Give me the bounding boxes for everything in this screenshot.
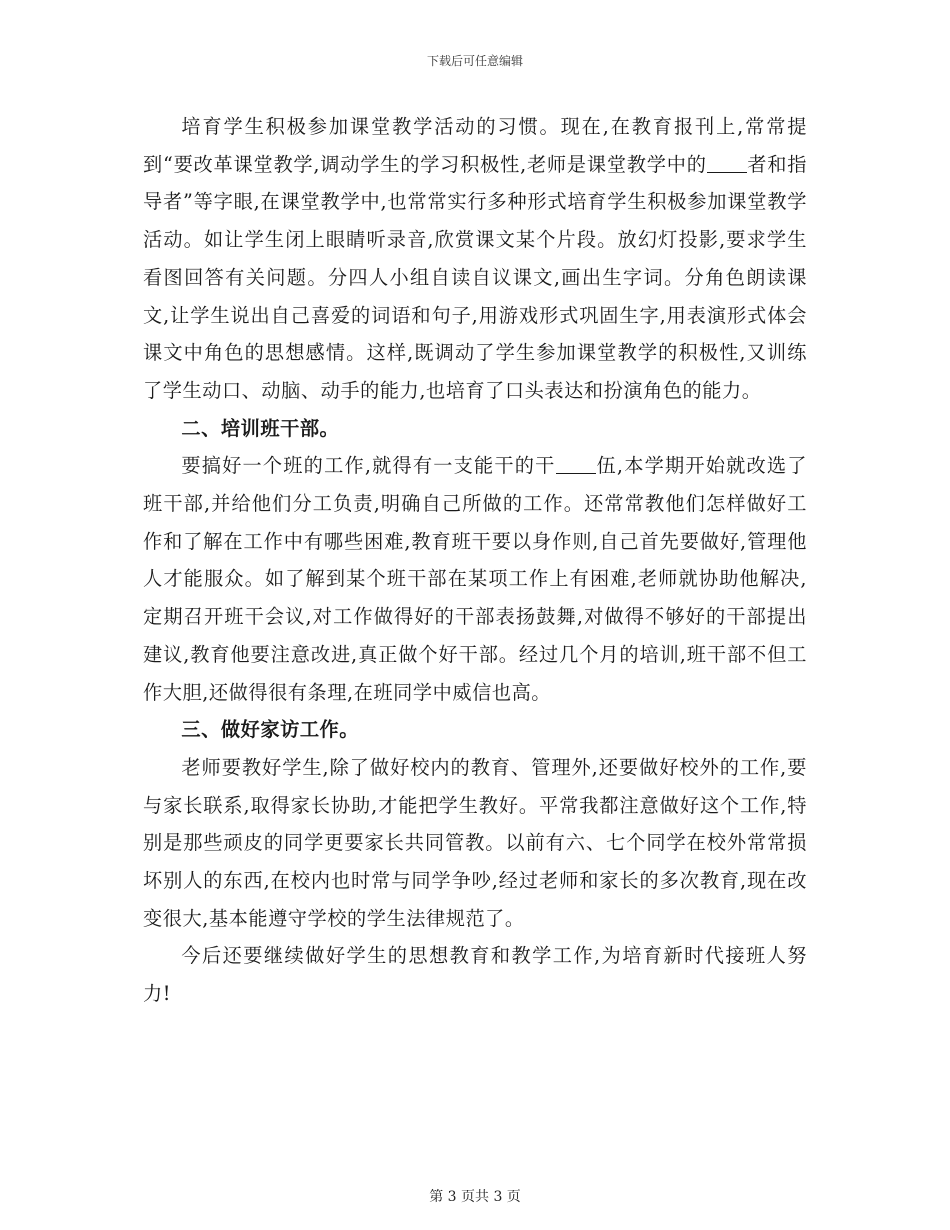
page-header: 下载后可任意编辑 xyxy=(426,54,523,68)
section-heading-home-visits: 三、做好家访工作。 xyxy=(181,718,360,742)
paragraph-text: 要搞好一个班的工作,就得有一支能干的干 xyxy=(181,454,556,478)
blank-underline xyxy=(707,153,747,173)
page-footer: 第 3 页共 3 页 xyxy=(429,1189,521,1205)
blank-underline xyxy=(556,454,596,474)
paragraph-text: 伍,本学期开始就改选了班干部,并给他们分工负责,明确自己所做的工作。还常常教他们怎样做好工作和了解在工作中有哪些困难,教育班干要以身作则,自己首先要做好,管理他人才能服众。如了解到某个班干部在某项工作上有困难,老师就协助他解决,定期召开班干会议,对工作做得好的干部表扬鼓舞,对做得不够好的干部提出建议,教育他要注意改进,真正做个好干部。经过几个月的培训,班干部不但工作大胆,还做得很有条理,在班同学中威信也高。 xyxy=(143,454,807,704)
section-heading-class-cadres: 二、培训班干部。 xyxy=(181,416,340,440)
paragraph-home-visits: 老师要教好学生,除了做好校内的教育、管理外,还要做好校外的工作,要与家长联系,取得家长协助,才能把学生教好。平常我都注意做好这个工作,特别是那些顽皮的同学更要家长共同管教。以前有六、七个同学在校外常常损坏别人的东西,在校内也时常与同学争吵,经过老师和家长的多次教育,现在改变很大,基本能遵守学校的学生法律规范了。 xyxy=(143,755,807,930)
paragraph-conclusion: 今后还要继续做好学生的思想教育和教学工作,为培育新时代接班人努力! xyxy=(143,944,807,1006)
paragraph-text: 培育学生积极参加课堂教学活动的习惯。现在,在教育报刊上,常常提到“要改革课堂教学,调动学生的学习积极性,老师是课堂教学中的 xyxy=(143,115,807,176)
paragraph-text: 者和指导者”等字眼,在课堂教学中,也常常实行多种形式培育学生积极参加课堂教学活动。如让学生闭上眼睛听录音,欣赏课文某个片段。放幻灯投影,要求学生看图回答有关问题。分四人小组自读自议课文,画出生字词。分角色朗读课文,让学生说出自己喜爱的词语和句子,用游戏形式巩固生字,用表演形式体会课文中角色的思想感情。这样,既调动了学生参加课堂教学的积极性,又训练了学生动口、动脑、动手的能力,也培育了口头表达和扮演角色的能力。 xyxy=(143,152,807,402)
paragraph-classroom-participation xyxy=(143,108,807,410)
paragraph-class-cadres xyxy=(143,447,807,711)
document-body xyxy=(143,108,807,1013)
